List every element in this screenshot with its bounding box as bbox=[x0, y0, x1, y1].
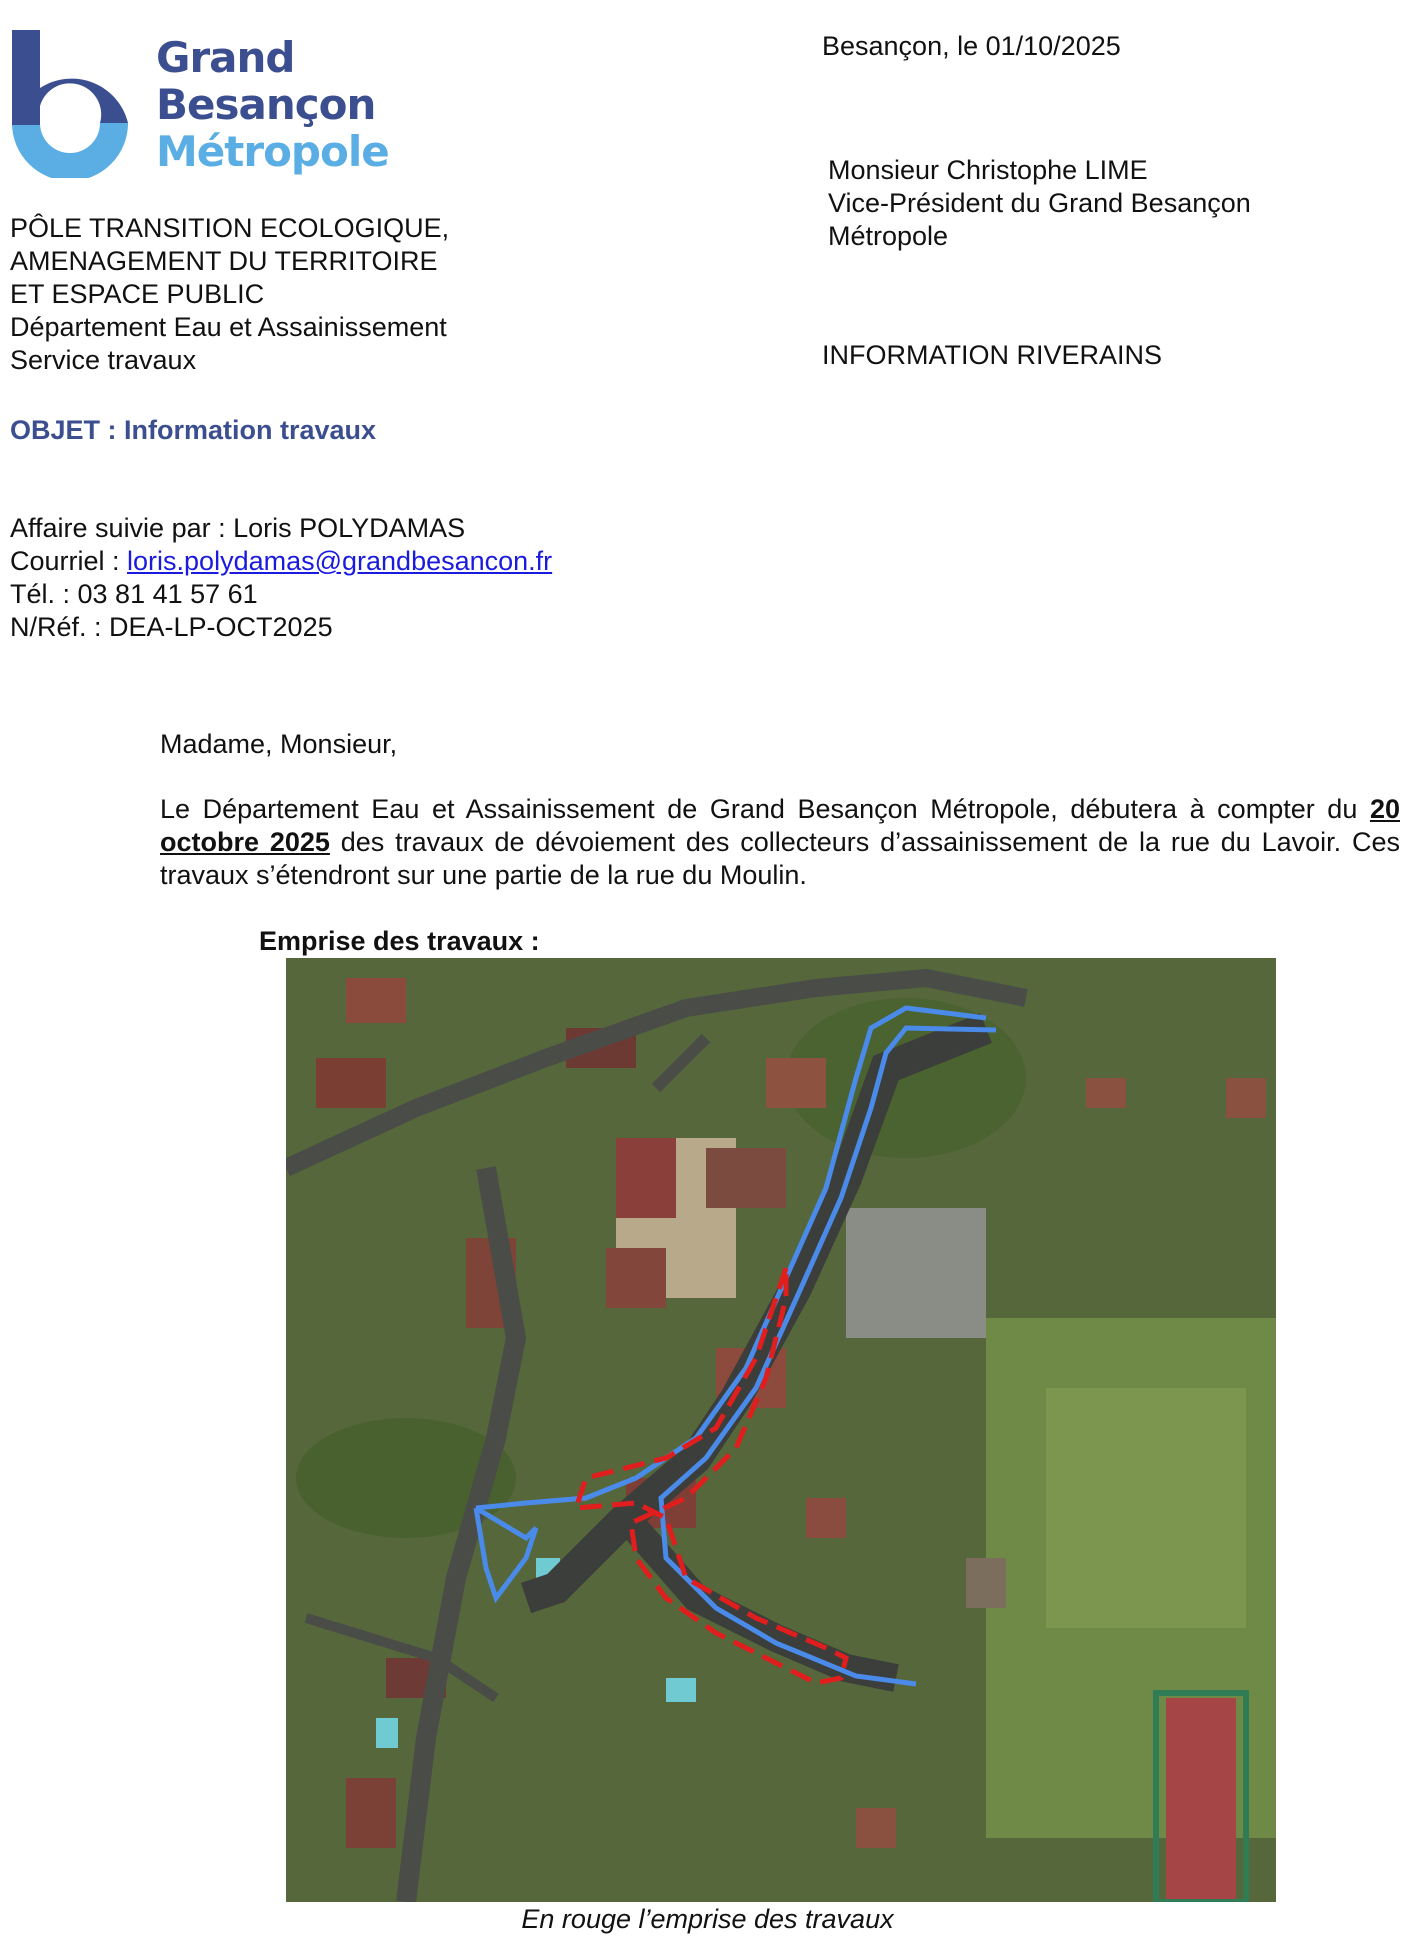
date-line: Besançon, le 01/10/2025 bbox=[822, 31, 1121, 61]
service-line: PÔLE TRANSITION ECOLOGIQUE, bbox=[10, 213, 450, 243]
courriel-line bbox=[10, 545, 552, 578]
service-line: AMENAGEMENT DU TERRITOIRE bbox=[10, 246, 438, 276]
paragraph-text-start: Le Département Eau et Assainissement de Grand Besançon Métropole, débutera à compter du bbox=[160, 794, 1370, 824]
courriel-label: Courriel : bbox=[10, 546, 128, 576]
service-line: Département Eau et Assainissement bbox=[10, 312, 447, 342]
info-riverains: INFORMATION RIVERAINS bbox=[822, 340, 1163, 370]
service-line: ET ESPACE PUBLIC bbox=[10, 279, 265, 309]
aerial-map bbox=[286, 958, 1276, 1902]
logo bbox=[10, 28, 430, 178]
email-link[interactable]: loris.polydamas@grandbesancon.fr bbox=[127, 546, 553, 576]
map-caption: En rouge l’emprise des travaux bbox=[521, 1904, 894, 1934]
salutation: Madame, Monsieur, bbox=[160, 729, 398, 759]
logo-line-1: Grand bbox=[156, 33, 295, 82]
affaire-line: Affaire suivie par : Loris POLYDAMAS bbox=[10, 513, 466, 543]
logo-line-2: Besançon bbox=[156, 80, 376, 129]
logo-line-3: Métropole bbox=[156, 127, 389, 176]
tel-line: Tél. : 03 81 41 57 61 bbox=[10, 579, 258, 609]
logo-b-icon bbox=[10, 28, 430, 178]
contact-block bbox=[10, 512, 552, 644]
recipient-org: Métropole bbox=[828, 221, 949, 251]
ref-line: N/Réf. : DEA-LP-OCT2025 bbox=[10, 612, 333, 642]
paragraph-text-end: des travaux de dévoiement des collecteurs d’assainissement de la rue du Lavoir. Ces travaux s’étendront sur une partie de la rue du Moulin. bbox=[160, 827, 1400, 890]
objet-heading: OBJET : Information travaux bbox=[10, 415, 377, 445]
map-title: Emprise des travaux : bbox=[259, 926, 540, 956]
service-block bbox=[10, 212, 449, 377]
recipient-name: Monsieur Christophe LIME bbox=[828, 155, 1148, 185]
aerial-map-graphic bbox=[286, 958, 1276, 1902]
letter-paragraph bbox=[160, 793, 1400, 892]
recipient-title: Vice-Président du Grand Besançon bbox=[828, 188, 1251, 218]
recipient-block bbox=[828, 154, 1251, 253]
service-line: Service travaux bbox=[10, 345, 197, 375]
start-date: 20 octobre 2025 bbox=[160, 794, 1400, 857]
